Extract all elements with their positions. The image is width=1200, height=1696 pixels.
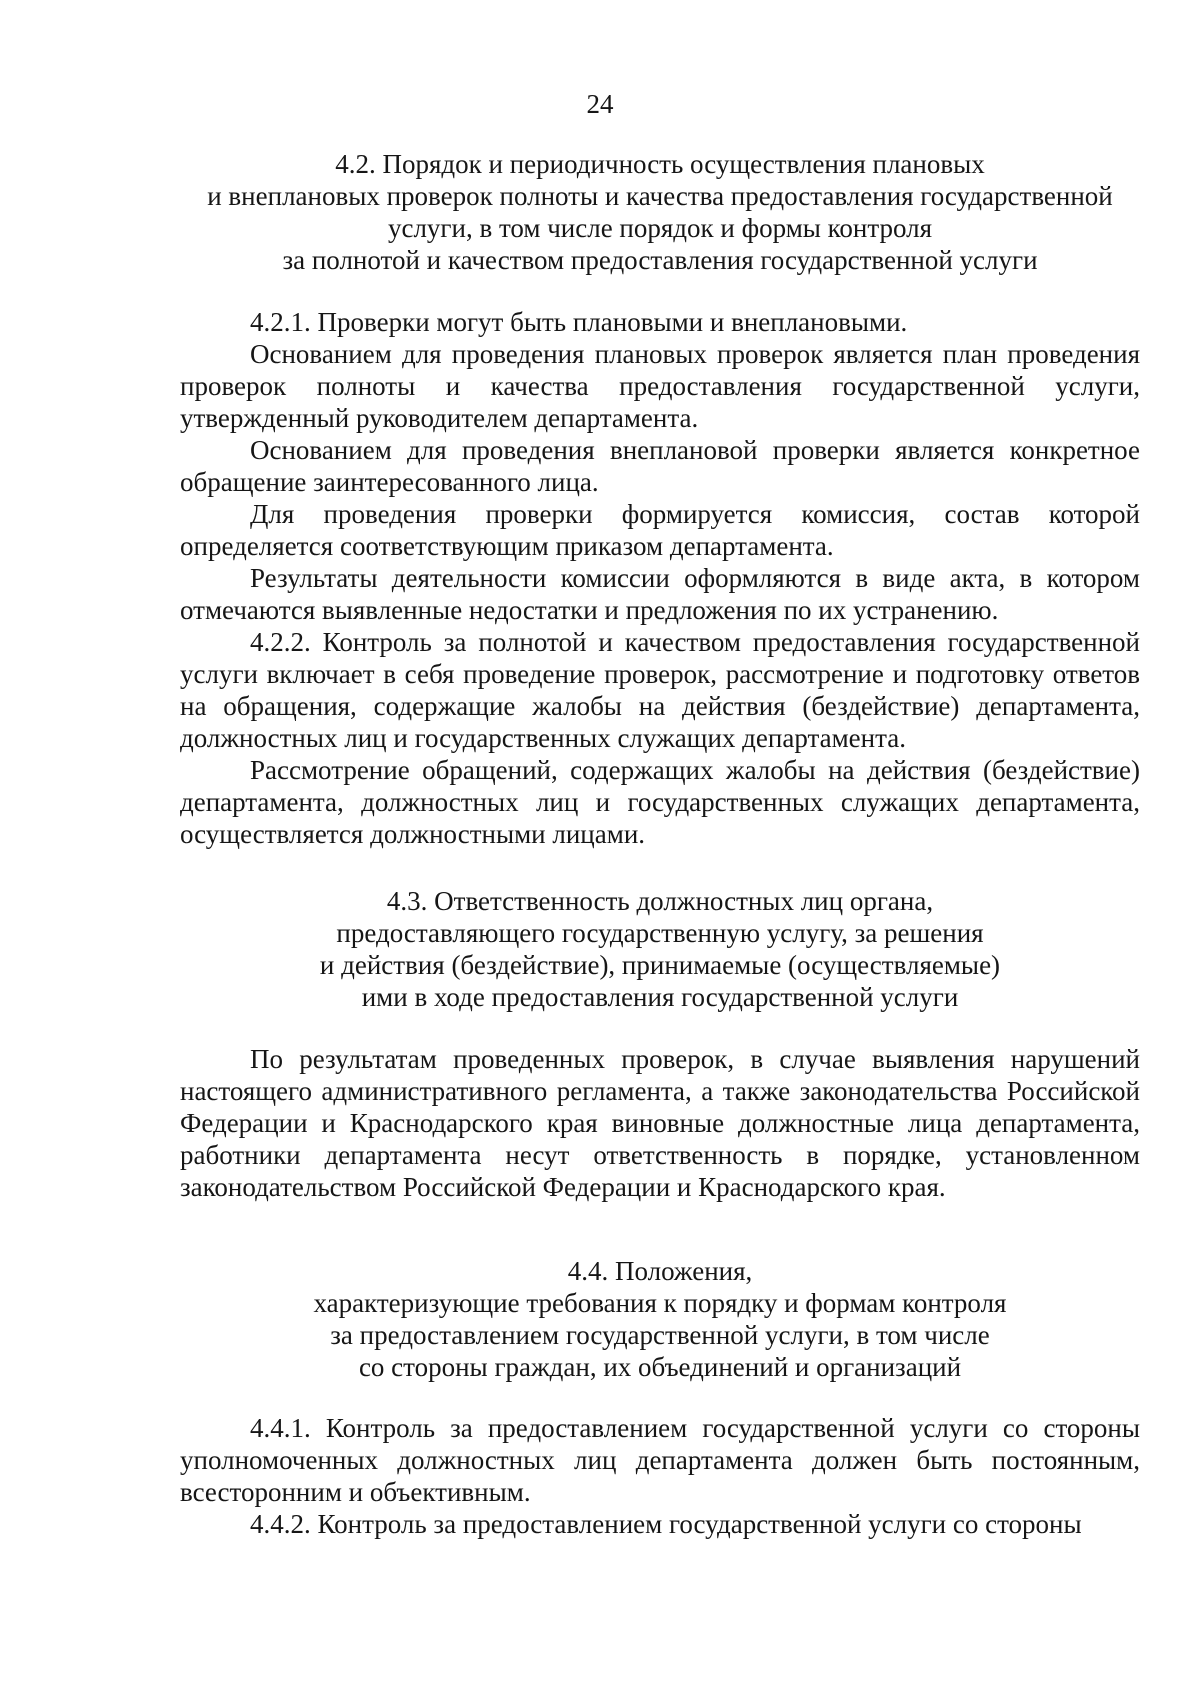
heading-line: 4.2. Порядок и периодичность осуществления плановых	[335, 149, 985, 179]
heading-line: за предоставлением государственной услуги, в том числе	[330, 1320, 990, 1350]
paragraph-4-2-1	[180, 306, 1140, 338]
paragraph-text: 4.2.2. Контроль за полнотой и качеством предоставления государственной услуги включает в себя проведение проверок, рассмотрение и подготовку ответов на обращения, содержащие жалобы на действия (бездействие) департамента, должностных лиц и государственных служащих департамента.	[180, 627, 1140, 753]
paragraph-responsibility	[180, 1043, 1140, 1203]
paragraph-4-2-2	[180, 626, 1140, 754]
paragraph-text: Для проведения проверки формируется комиссия, состав которой определяется соответствующим приказом департамента.	[180, 499, 1140, 561]
section-4-2-heading	[160, 148, 1160, 276]
heading-line: и действия (бездействие), принимаемые (осуществляемые)	[319, 950, 1001, 980]
paragraph-complaints-review	[180, 754, 1140, 850]
paragraph-text: Основанием для проведения плановых проверок является план проведения проверок полноты и качества предоставления государственной услуги, утвержденный руководителем департамента.	[180, 339, 1140, 433]
paragraph-text: 4.2.1. Проверки могут быть плановыми и внеплановыми.	[250, 307, 908, 337]
heading-line: и внеплановых проверок полноты и качества предоставления государственной	[207, 181, 1113, 211]
paragraph-commission	[180, 498, 1140, 562]
section-4-4-heading	[160, 1255, 1160, 1383]
heading-line: 4.3. Ответственность должностных лиц органа,	[386, 886, 934, 916]
heading-line: со стороны граждан, их объединений и организаций	[358, 1352, 962, 1382]
paragraph-unplanned-checks	[180, 434, 1140, 498]
heading-line: ими в ходе предоставления государственной услуги	[361, 982, 959, 1012]
heading-line: 4.4. Положения,	[567, 1256, 753, 1286]
paragraph-4-4-1	[180, 1412, 1140, 1508]
paragraph-planned-checks	[180, 338, 1140, 434]
heading-line: услуги, в том числе порядок и формы контроля	[387, 213, 933, 243]
heading-line: характеризующие требования к порядку и формам контроля	[313, 1288, 1007, 1318]
paragraph-text: По результатам проведенных проверок, в случае выявления нарушений настоящего административного регламента, а также законодательства Российской Федерации и Краснодарского края виновные должностные лица департамента, работники департамента несут ответственность в порядке, установленном законодательством Российской Федерации и Краснодарского края.	[180, 1044, 1140, 1202]
heading-line: за полнотой и качеством предоставления государственной услуги	[282, 245, 1038, 275]
heading-line: предоставляющего государственную услугу, за решения	[336, 918, 984, 948]
section-4-3-heading	[160, 885, 1160, 1013]
paragraph-text: 4.4.2. Контроль за предоставлением государственной услуги со стороны	[250, 1509, 1082, 1539]
paragraph-4-4-2	[180, 1508, 1140, 1540]
paragraph-text: Результаты деятельности комиссии оформляются в виде акта, в котором отмечаются выявленные недостатки и предложения по их устранению.	[180, 563, 1140, 625]
paragraph-commission-results	[180, 562, 1140, 626]
page-number: 24	[586, 89, 614, 119]
paragraph-text: Основанием для проведения внеплановой проверки является конкретное обращение заинтересованного лица.	[180, 435, 1140, 497]
paragraph-text: 4.4.1. Контроль за предоставлением государственной услуги со стороны уполномоченных должностных лиц департамента должен быть постоянным, всесторонним и объективным.	[180, 1413, 1140, 1507]
paragraph-text: Рассмотрение обращений, содержащих жалобы на действия (бездействие) департамента, должностных лиц и государственных служащих департамента, осуществляется должностными лицами.	[180, 755, 1140, 849]
